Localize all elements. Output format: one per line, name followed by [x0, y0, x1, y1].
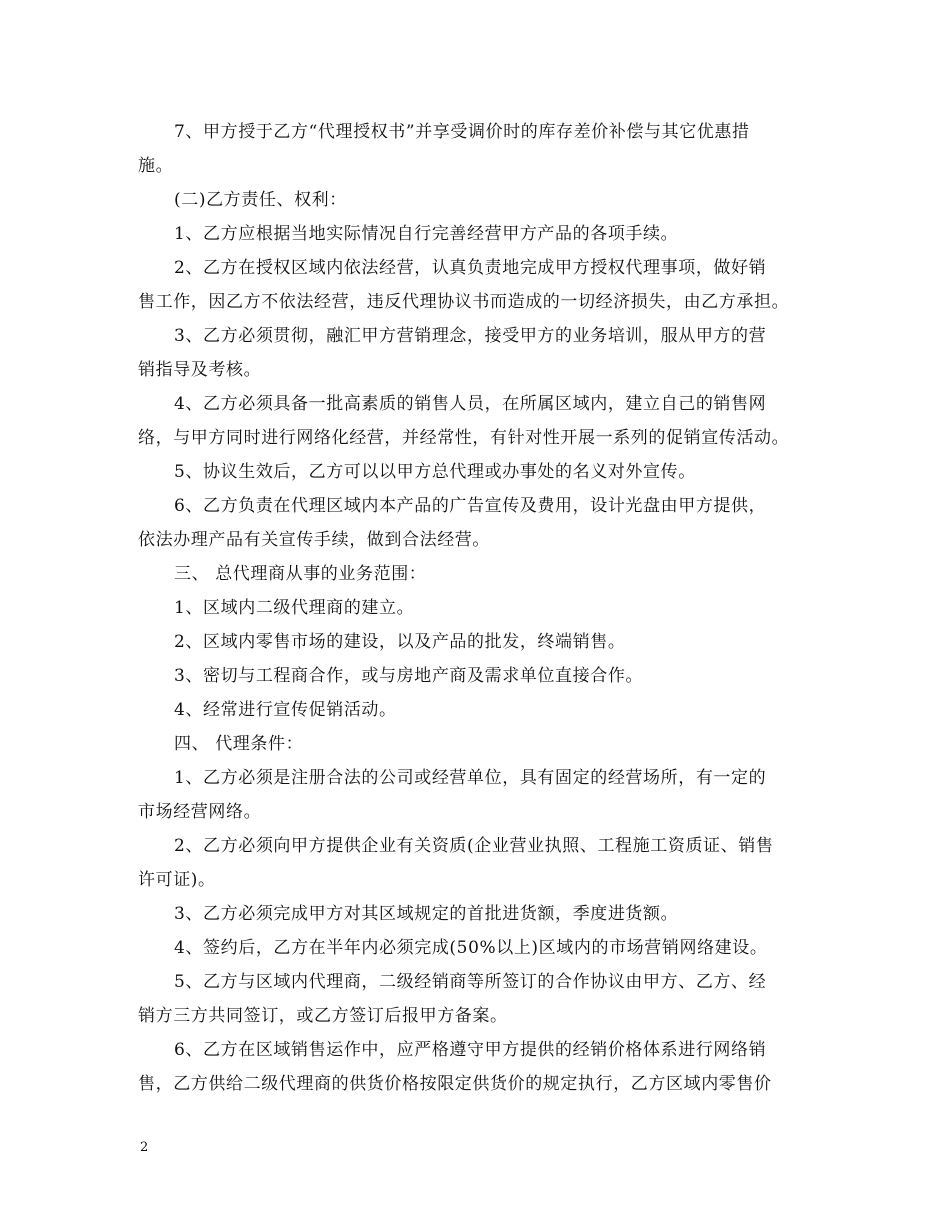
text-line: 3、乙方必须贯彻，融汇甲方营销理念，接受甲方的业务培训，服从甲方的营: [174, 326, 767, 346]
text-line: 售，乙方供给二级代理商的供货价格按限定供货价的规定执行，乙方区域内零售价: [138, 1074, 772, 1094]
text-line: 市场经营网络。: [138, 802, 262, 822]
text-line: 6、乙方在区域销售运作中，应严格遵守甲方提供的经销价格体系进行网络销: [174, 1040, 767, 1060]
text-line: 7、甲方授于乙方“代理授权书”并享受调价时的库存差价补偿与其它优惠措: [174, 122, 750, 142]
text-line: 四、 代理条件：: [174, 734, 304, 754]
text-line: 6、乙方负责在代理区域内本产品的广告宣传及费用，设计光盘由甲方提供，: [174, 496, 767, 516]
page-number: 2: [140, 1140, 149, 1155]
text-line: (二)乙方责任、权利：: [174, 190, 347, 210]
text-line: 2、区域内零售市场的建设，以及产品的批发，终端销售。: [174, 632, 626, 652]
text-line: 4、签约后，乙方在半年内必须完成(50%以上)区域内的市场营销网络建设。: [174, 938, 768, 958]
text-line: 络，与甲方同时进行网络化经营，并经常性，有针对性开展一系列的促销宣传活动。: [138, 428, 790, 448]
text-line: 依法办理产品有关宣传手续，做到合法经营。: [138, 530, 490, 550]
text-line: 销方三方共同签订，或乙方签订后报甲方备案。: [138, 1006, 508, 1026]
text-line: 许可证)。: [138, 870, 216, 890]
text-line: 施。: [138, 156, 174, 176]
text-line: 销指导及考核。: [138, 360, 262, 380]
text-line: 2、乙方必须向甲方提供企业有关资质(企业营业执照、工程施工资质证、销售: [174, 836, 774, 856]
text-line: 三、 总代理商从事的业务范围：: [174, 564, 427, 584]
document-body: [138, 115, 814, 1101]
text-line: 4、乙方必须具备一批高素质的销售人员，在所属区域内，建立自己的销售网: [174, 394, 767, 414]
text-line: 2、乙方在授权区域内依法经营，认真负责地完成甲方授权代理事项，做好销: [174, 258, 767, 278]
text-line: 3、乙方必须完成甲方对其区域规定的首批进货额，季度进货额。: [174, 904, 679, 924]
text-line: 4、经常进行宣传促销活动。: [174, 700, 397, 720]
text-line: 3、密切与工程商合作，或与房地产商及需求单位直接合作。: [174, 666, 644, 686]
text-line: 售工作，因乙方不依法经营，违反代理协议书而造成的一切经济损失，由乙方承担。: [138, 292, 790, 312]
text-line: 1、区域内二级代理商的建立。: [174, 598, 415, 618]
text-line: 5、协议生效后，乙方可以以甲方总代理或办事处的名义对外宣传。: [174, 462, 696, 482]
text-line: 1、乙方应根据当地实际情况自行完善经营甲方产品的各项手续。: [174, 224, 679, 244]
text-line: 1、乙方必须是注册合法的公司或经营单位，具有固定的经营场所，有一定的: [174, 768, 767, 788]
text-line: 5、乙方与区域内代理商，二级经销商等所签订的合作协议由甲方、乙方、经: [174, 972, 767, 992]
